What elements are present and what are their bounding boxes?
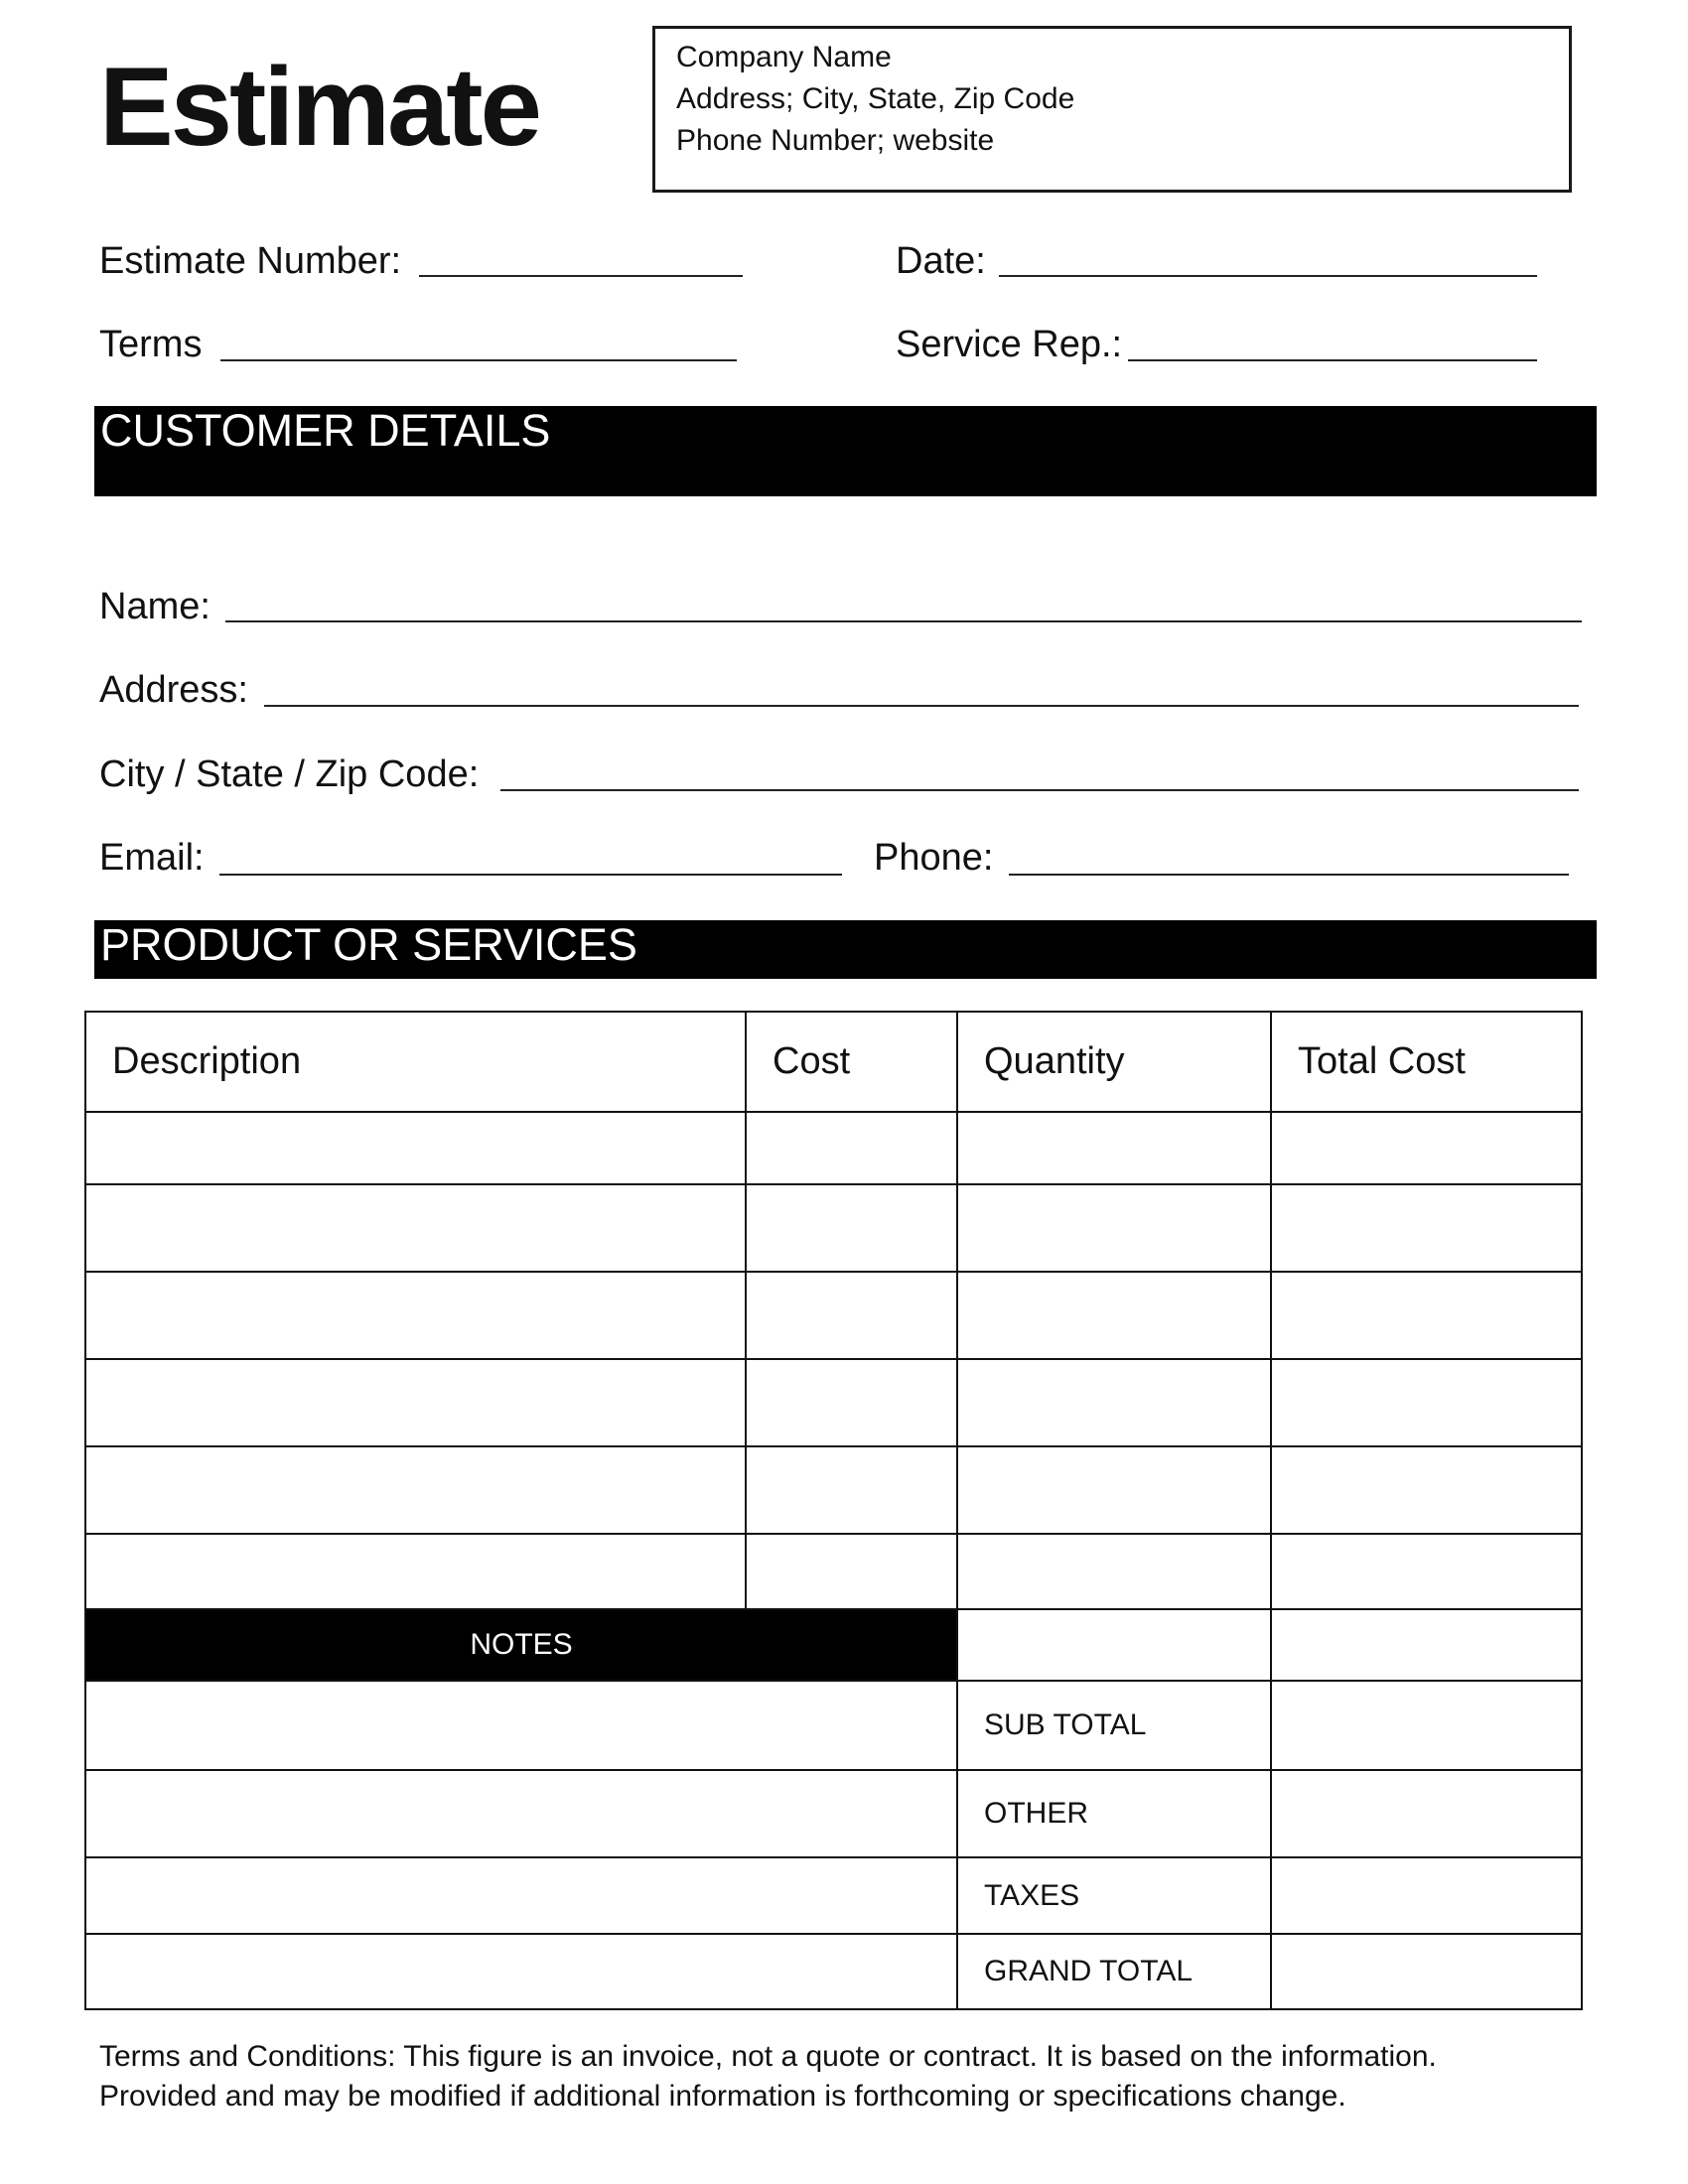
customer-address-field[interactable] — [264, 705, 1579, 707]
notes-line[interactable] — [85, 1857, 957, 1934]
terms-and-conditions — [99, 2037, 1437, 2116]
company-name: Company Name — [676, 41, 892, 73]
customer-name-label: Name: — [99, 586, 211, 627]
table-row — [85, 1534, 1582, 1609]
sub-total-value[interactable] — [1271, 1681, 1582, 1770]
other-label: OTHER — [957, 1770, 1271, 1857]
total-cost-cell[interactable] — [1271, 1446, 1582, 1534]
company-address: Address; City, State, Zip Code — [676, 82, 1075, 115]
grand-total-row — [85, 1934, 1582, 2009]
grand-total-label: GRAND TOTAL — [957, 1934, 1271, 2009]
table-row — [85, 1112, 1582, 1184]
summary-blank-cell — [957, 1609, 1271, 1681]
service-rep-label: Service Rep.: — [896, 324, 1123, 365]
notes-line[interactable] — [85, 1770, 957, 1857]
column-header-quantity: Quantity — [957, 1012, 1271, 1112]
quantity-cell[interactable] — [957, 1112, 1271, 1184]
page-title: Estimate — [99, 45, 539, 169]
notes-line[interactable] — [85, 1681, 957, 1770]
products-table — [84, 1011, 1583, 2010]
table-row — [85, 1446, 1582, 1534]
description-cell[interactable] — [85, 1184, 746, 1272]
cost-cell[interactable] — [746, 1359, 957, 1446]
summary-blank-value[interactable] — [1271, 1609, 1582, 1681]
cost-cell[interactable] — [746, 1112, 957, 1184]
description-cell[interactable] — [85, 1112, 746, 1184]
terms-label: Terms — [99, 324, 203, 365]
column-header-total-cost: Total Cost — [1271, 1012, 1582, 1112]
sub-total-row — [85, 1681, 1582, 1770]
table-header-row — [85, 1012, 1582, 1112]
customer-city-state-zip-label: City / State / Zip Code: — [99, 753, 480, 795]
total-cost-cell[interactable] — [1271, 1534, 1582, 1609]
cost-cell[interactable] — [746, 1534, 957, 1609]
description-cell[interactable] — [85, 1359, 746, 1446]
notes-line[interactable] — [85, 1934, 957, 2009]
company-contact: Phone Number; website — [676, 124, 995, 157]
grand-total-value[interactable] — [1271, 1934, 1582, 2009]
other-value[interactable] — [1271, 1770, 1582, 1857]
cost-cell[interactable] — [746, 1184, 957, 1272]
customer-phone-label: Phone: — [874, 837, 994, 879]
sub-total-label: SUB TOTAL — [957, 1681, 1271, 1770]
total-cost-cell[interactable] — [1271, 1359, 1582, 1446]
terms-field[interactable] — [220, 359, 737, 361]
terms-line-2: Provided and may be modified if additional information is forthcoming or specifications change. — [99, 2080, 1346, 2113]
notes-label: NOTES — [85, 1609, 957, 1681]
table-row — [85, 1359, 1582, 1446]
other-row — [85, 1770, 1582, 1857]
total-cost-cell[interactable] — [1271, 1184, 1582, 1272]
customer-details-header: CUSTOMER DETAILS — [94, 406, 1597, 496]
quantity-cell[interactable] — [957, 1272, 1271, 1359]
description-cell[interactable] — [85, 1446, 746, 1534]
quantity-cell[interactable] — [957, 1184, 1271, 1272]
table-row — [85, 1184, 1582, 1272]
total-cost-cell[interactable] — [1271, 1272, 1582, 1359]
taxes-label: TAXES — [957, 1857, 1271, 1934]
terms-line-1: Terms and Conditions: This figure is an invoice, not a quote or contract. It is based on the information. — [99, 2040, 1437, 2073]
estimate-number-label: Estimate Number: — [99, 240, 402, 282]
taxes-value[interactable] — [1271, 1857, 1582, 1934]
customer-email-label: Email: — [99, 837, 205, 879]
service-rep-field[interactable] — [1128, 359, 1537, 361]
cost-cell[interactable] — [746, 1446, 957, 1534]
company-info-box — [652, 26, 1572, 193]
quantity-cell[interactable] — [957, 1359, 1271, 1446]
cost-cell[interactable] — [746, 1272, 957, 1359]
customer-city-state-zip-field[interactable] — [500, 789, 1579, 791]
notes-header-row — [85, 1609, 1582, 1681]
customer-address-label: Address: — [99, 669, 248, 711]
date-label: Date: — [896, 240, 986, 282]
customer-email-field[interactable] — [219, 874, 842, 876]
column-header-description: Description — [85, 1012, 746, 1112]
description-cell[interactable] — [85, 1272, 746, 1359]
column-header-cost: Cost — [746, 1012, 957, 1112]
estimate-number-field[interactable] — [419, 275, 743, 277]
quantity-cell[interactable] — [957, 1446, 1271, 1534]
total-cost-cell[interactable] — [1271, 1112, 1582, 1184]
date-field[interactable] — [999, 275, 1537, 277]
table-row — [85, 1272, 1582, 1359]
quantity-cell[interactable] — [957, 1534, 1271, 1609]
description-cell[interactable] — [85, 1534, 746, 1609]
taxes-row — [85, 1857, 1582, 1934]
customer-name-field[interactable] — [225, 620, 1582, 622]
customer-phone-field[interactable] — [1009, 874, 1569, 876]
products-services-header: PRODUCT OR SERVICES — [94, 920, 1597, 979]
